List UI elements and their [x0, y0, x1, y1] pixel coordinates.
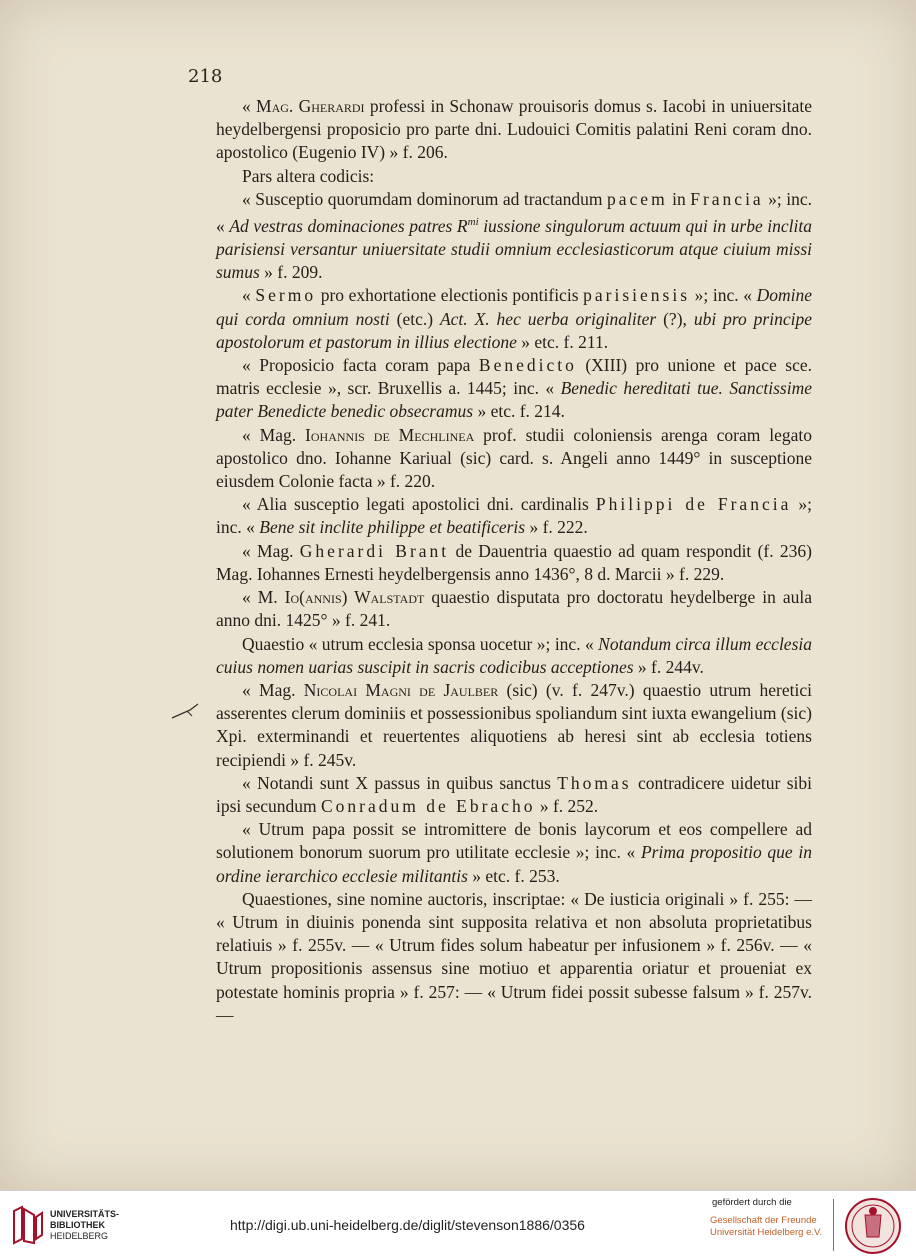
- text-segment: mi: [467, 216, 479, 229]
- library-name-line2: BIBLIOTHEK: [50, 1220, 105, 1230]
- text-segment: »; inc. «: [690, 285, 757, 306]
- text-segment: (sic) (v. f. 247v.) quaestio utrum heretici asserentes clerum dominiis et possessionibus spoliandum sint iuxta ewangelium (sic) Xpi. exterminandi et reuertentes aliquotiens ab heresi sint ab ecclesia totiens recipiendi » f. 245v.: [216, 679, 812, 770]
- text-segment: professi in Schonaw prouisoris domus s. Iacobi in uniuersitate heydelbergensi proposicio pro parte dni. Ludouici Comitis palatini Reni coram dno. apostolico (Eugenio IV) » f. 206.: [216, 96, 812, 163]
- footer-divider: [833, 1199, 834, 1251]
- entry-paragraph: [216, 772, 812, 818]
- entry-paragraph: [216, 165, 812, 188]
- text-segment: Philippi de Francia: [595, 494, 792, 515]
- text-segment: prof. studii coloniensis arenga coram legato apostolico dno. Iohanne Kariual (sic) card. s. Angeli anno 1449° in susceptione eiusdem Colonie facta » f. 220.: [216, 424, 812, 492]
- text-segment: » f. 252.: [535, 795, 599, 816]
- text-segment: Benedicto: [478, 355, 577, 376]
- entry-paragraph: [216, 888, 812, 1027]
- text-segment: Nicolai Magni de Jaulber: [303, 679, 499, 700]
- text-block: [216, 95, 812, 1027]
- text-segment: (?),: [656, 308, 694, 329]
- text-segment: Io(annis) Walstadt: [284, 587, 425, 608]
- entry-paragraph: [216, 586, 812, 632]
- text-segment: contradicere uidetur sibi ipsi secundum: [216, 772, 812, 816]
- text-segment: Pars altera codicis:: [242, 165, 375, 186]
- text-segment: in: [667, 188, 691, 209]
- entry-paragraph: [216, 354, 812, 424]
- text-segment: parisiensis: [583, 285, 691, 306]
- text-segment: Domine qui corda omnium nosti: [216, 285, 813, 329]
- text-segment: » etc. f. 214.: [473, 401, 565, 422]
- university-seal-icon: [843, 1197, 903, 1255]
- document-url-link[interactable]: http://digi.ub.uni-heidelberg.de/diglit/stevenson1886/0356: [230, 1217, 585, 1233]
- text-segment: « Susceptio quorumdam dominorum ad tractandum: [242, 188, 608, 209]
- entry-paragraph: [216, 818, 812, 888]
- text-segment: « Utrum papa possit se intromittere de bonis laycorum et eos compellere ad solutionem bonorum suorum pro utilitate ecclesie »; inc. «: [216, 819, 812, 863]
- entry-paragraph: [216, 284, 812, 354]
- text-segment: » etc. f. 211.: [516, 331, 609, 352]
- text-segment: « Mag.: [242, 540, 300, 561]
- text-segment: « Notandi sunt X passus in quibus sanctus: [242, 772, 558, 793]
- viewer-footer: [0, 1190, 916, 1260]
- sponsor-name-line1: Gesellschaft der Freunde: [710, 1215, 817, 1226]
- university-library-logo-icon: [10, 1205, 44, 1245]
- page-number: 218: [188, 66, 223, 87]
- text-segment: Thomas: [557, 772, 632, 793]
- entry-paragraph: [216, 679, 812, 772]
- margin-check-mark-icon: [170, 700, 206, 722]
- library-name-line1: UNIVERSITÄTS-: [50, 1209, 120, 1219]
- text-segment: (XIII) pro unione et pace sce. matris ecclesie », scr. Bruxellis a. 1445; inc. «: [216, 355, 812, 399]
- text-segment: quaestio disputata pro doctoratu heydelberge in aula anno dni. 1425° » f. 241.: [216, 587, 813, 631]
- text-segment: (etc.): [389, 308, 440, 329]
- text-segment: « Proposicio facta coram papa: [242, 355, 479, 376]
- entry-paragraph: [216, 188, 812, 285]
- text-segment: Bene sit inclite philippe et beatificeris: [259, 517, 526, 538]
- text-segment: » f. 209.: [259, 262, 323, 283]
- text-segment: Quaestio « utrum ecclesia sponsa uocetur »; inc. «: [242, 633, 599, 654]
- text-segment: » f. 222.: [525, 517, 588, 538]
- text-segment: pacem: [607, 188, 668, 209]
- text-segment: Notandum circa illum ecclesia cuius nomen uarias suscipit in sacris codicibus acceptiones: [216, 633, 812, 677]
- entry-paragraph: [216, 633, 812, 679]
- text-segment: Sermo: [255, 285, 317, 306]
- text-segment: » f. 244v.: [633, 656, 704, 677]
- text-segment: Ad vestras dominaciones patres R: [229, 215, 468, 236]
- text-segment: »; inc. «: [216, 494, 812, 538]
- text-segment: « Mag.: [242, 424, 306, 445]
- text-segment: iussione singulorum actuum qui in urbe inclita parisiensi versantur uniuersitate studii omnium ecclesiasticorum atque ciuium missi sumus: [216, 215, 812, 283]
- text-segment: Mag. Gherardi: [256, 96, 365, 116]
- text-segment: Quaestiones, sine nomine auctoris, inscriptae: « De iusticia originali » f. 255: — « Utrum in diuinis ponenda sint supposita relativa et non absoluta proprietatibus relatiuis » f. 255v. — « Utrum fides solum habeatur per infusionem » f. 256v. — « Utrum propositionis assensus sine motiuo et apparentia oriatur et proueniat ex potestate hominis propria » f. 257: — « Utrum fidei possit subesse falsum » f. 257v. —: [216, 888, 812, 1025]
- entry-paragraph: [216, 540, 812, 586]
- text-segment: « M.: [242, 587, 285, 608]
- text-segment: « Mag.: [242, 679, 304, 700]
- entry-paragraph: [216, 424, 812, 494]
- text-segment: pro exhortatione electionis pontificis: [316, 285, 584, 306]
- sponsor-label: gefördert durch die: [712, 1197, 792, 1208]
- library-name: [50, 1209, 119, 1242]
- text-segment: ubi pro principe apostolorum et pastorum in illius electione: [216, 308, 812, 352]
- text-segment: » etc. f. 253.: [467, 865, 560, 886]
- sponsor-block: [710, 1197, 830, 1239]
- entry-paragraph: [216, 95, 812, 165]
- text-segment: Iohannis de Mechlinea: [305, 424, 475, 445]
- text-segment: Act. X. hec uerba originaliter: [439, 308, 657, 329]
- entry-paragraph: [216, 493, 812, 539]
- text-segment: Benedic hereditati tue. Sanctissime pater Benedicte benedic obsecramus: [216, 378, 812, 422]
- text-segment: « Alia susceptio legati apostolici dni. cardinalis: [242, 494, 596, 515]
- sponsor-name-line2: Universität Heidelberg e.V.: [710, 1227, 823, 1238]
- text-segment: de Dauentria quaestio ad quam respondit (f. 236) Mag. Iohannes Ernesti heydelbergensis anno 1436°, 8 d. Marcii » f. 229.: [216, 540, 812, 584]
- text-segment: Conradum de Ebracho: [321, 795, 536, 816]
- text-segment: Gherardi Brant: [299, 540, 450, 561]
- text-segment: Francia: [690, 188, 764, 209]
- text-segment: »; inc. «: [216, 188, 812, 236]
- text-segment: Prima propositio que in ordine ierarchico ecclesie militantis: [216, 842, 812, 886]
- text-segment: «: [242, 96, 257, 116]
- library-name-line3: HEIDELBERG: [50, 1231, 109, 1241]
- text-segment: «: [242, 285, 256, 306]
